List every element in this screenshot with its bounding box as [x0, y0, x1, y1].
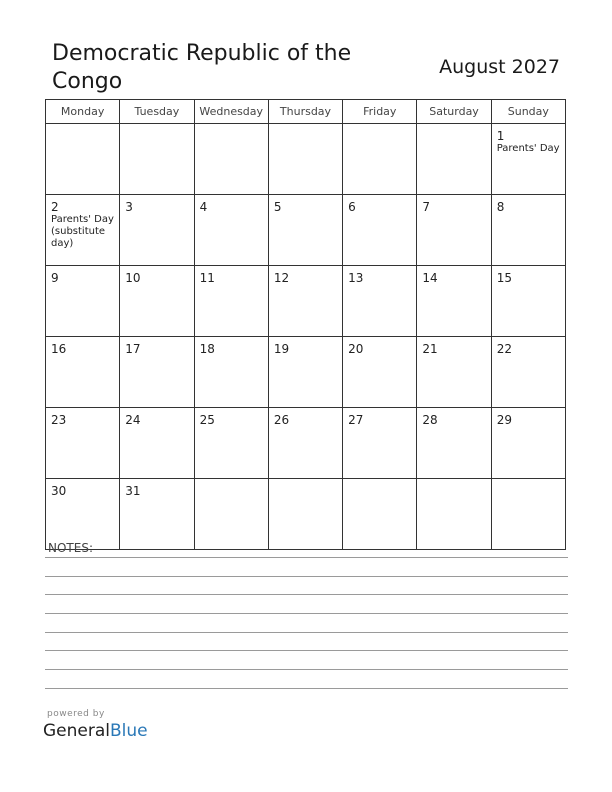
day-number: 25: [199, 413, 215, 427]
month-year-label: August 2027: [439, 56, 560, 78]
weekday-header: Thursday: [268, 100, 342, 124]
day-cell[interactable]: [120, 408, 194, 479]
day-cell[interactable]: [268, 337, 342, 408]
day-number: 20: [348, 342, 364, 356]
day-number: 10: [125, 271, 141, 285]
day-number: 29: [496, 413, 512, 427]
day-number: 6: [348, 200, 356, 214]
day-cell[interactable]: [120, 195, 194, 266]
day-number: 27: [348, 413, 364, 427]
week-row: [46, 337, 566, 408]
holiday-label: Parents' Day: [496, 143, 560, 154]
powered-by-text: powered by: [47, 709, 105, 719]
weekday-header: Saturday: [417, 100, 491, 124]
week-row: [46, 479, 566, 550]
weekday-header: Sunday: [491, 100, 565, 124]
day-number: 15: [496, 271, 512, 285]
day-cell[interactable]: [194, 479, 268, 550]
day-cell[interactable]: [194, 195, 268, 266]
day-number: 21: [422, 342, 438, 356]
page-title: Democratic Republic of the Congo: [52, 41, 352, 94]
brand-general-text: General: [43, 721, 110, 741]
weekday-header: Wednesday: [194, 100, 268, 124]
day-cell[interactable]: [417, 337, 491, 408]
calendar-grid: [45, 99, 566, 550]
day-number: 9: [51, 271, 59, 285]
day-cell[interactable]: [46, 124, 120, 195]
day-number: 30: [51, 484, 67, 498]
day-cell[interactable]: [46, 408, 120, 479]
day-number: 13: [348, 271, 364, 285]
week-row: [46, 408, 566, 479]
day-cell[interactable]: [417, 479, 491, 550]
day-cell[interactable]: [46, 337, 120, 408]
day-cell[interactable]: [120, 337, 194, 408]
weekday-header: Monday: [46, 100, 120, 124]
day-number: 5: [273, 200, 282, 214]
day-cell[interactable]: [194, 408, 268, 479]
holiday-label: Parents' Day (substitute day): [51, 214, 114, 249]
note-line: [45, 632, 568, 633]
day-cell[interactable]: [268, 124, 342, 195]
day-cell[interactable]: [491, 124, 565, 195]
day-cell[interactable]: [268, 408, 342, 479]
note-line: [45, 594, 568, 595]
note-line: [45, 557, 568, 558]
day-cell[interactable]: [491, 479, 565, 550]
day-cell[interactable]: [343, 124, 417, 195]
day-cell[interactable]: [491, 266, 565, 337]
note-line: [45, 576, 568, 577]
weekday-header: Tuesday: [120, 100, 194, 124]
week-row: [46, 266, 566, 337]
day-cell[interactable]: [194, 337, 268, 408]
day-cell[interactable]: [120, 124, 194, 195]
day-cell[interactable]: [120, 266, 194, 337]
day-number: 22: [496, 342, 512, 356]
day-cell[interactable]: [417, 266, 491, 337]
note-line: [45, 650, 568, 651]
day-cell[interactable]: [194, 266, 268, 337]
notes-label: NOTES:: [48, 541, 93, 555]
day-number: 11: [199, 271, 215, 285]
day-cell[interactable]: [417, 195, 491, 266]
day-number: 2: [51, 200, 59, 214]
day-number: 18: [199, 342, 215, 356]
day-cell[interactable]: [46, 195, 120, 266]
day-number: 19: [273, 342, 290, 356]
brand-logo[interactable]: [43, 721, 148, 741]
day-cell[interactable]: [120, 479, 194, 550]
day-cell[interactable]: [343, 479, 417, 550]
day-cell[interactable]: [417, 124, 491, 195]
week-row: [46, 124, 566, 195]
day-cell[interactable]: [343, 195, 417, 266]
note-line: [45, 613, 568, 614]
day-cell[interactable]: [491, 337, 565, 408]
day-number: 26: [273, 413, 290, 427]
day-number: 12: [273, 271, 290, 285]
day-number: 28: [422, 413, 438, 427]
week-row: [46, 195, 566, 266]
day-cell[interactable]: [194, 124, 268, 195]
day-cell[interactable]: [491, 195, 565, 266]
day-cell[interactable]: [268, 266, 342, 337]
day-number: 23: [51, 413, 67, 427]
weekday-header-row: [46, 100, 566, 124]
day-cell[interactable]: [46, 266, 120, 337]
day-number: 4: [199, 200, 208, 214]
day-cell[interactable]: [46, 479, 120, 550]
brand-blue-text: Blue: [110, 721, 148, 741]
day-cell[interactable]: [268, 195, 342, 266]
day-number: 14: [422, 271, 438, 285]
day-cell[interactable]: [417, 408, 491, 479]
day-number: 7: [422, 200, 431, 214]
day-number: 1: [496, 129, 505, 143]
day-cell[interactable]: [343, 408, 417, 479]
day-cell[interactable]: [491, 408, 565, 479]
note-line: [45, 688, 568, 689]
day-number: 8: [496, 200, 505, 214]
day-cell[interactable]: [343, 337, 417, 408]
day-number: 16: [51, 342, 67, 356]
weekday-header: Friday: [343, 100, 417, 124]
note-line: [45, 669, 568, 670]
day-number: 3: [125, 200, 133, 214]
day-cell[interactable]: [343, 266, 417, 337]
day-number: 17: [125, 342, 141, 356]
day-number: 31: [125, 484, 141, 498]
day-cell[interactable]: [268, 479, 342, 550]
day-number: 24: [125, 413, 141, 427]
